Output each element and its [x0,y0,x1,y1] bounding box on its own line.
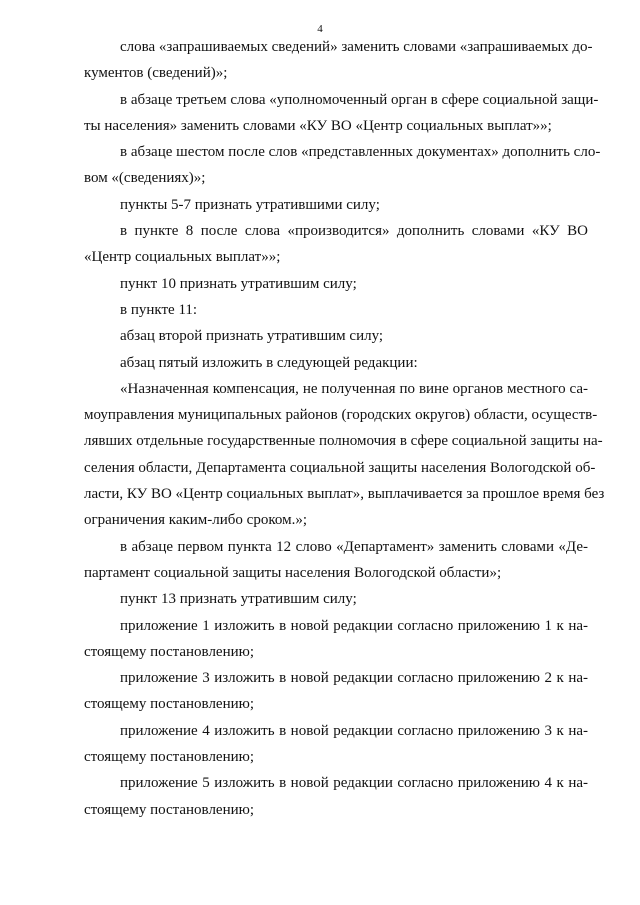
text-line: в абзаце шестом после слов «представленных документах» дополнить сло- [120,144,601,161]
text-line: лявших отдельные государственные полномочия в сфере социальной защиты на- [84,433,603,450]
text-line: кументов (сведений)»; [84,65,228,82]
text-line: «Назначенная компенсация, не полученная по вине органов местного са- [120,380,588,397]
text-line: пункт 10 признать утратившим силу; [120,275,357,292]
text-line: селения области, Департамента социальной защиты населения Вологодской об- [84,459,596,476]
text-line: слова «запрашиваемых сведений» заменить словами «запрашиваемых до- [120,39,593,55]
text-line: абзац второй признать утратившим силу; [120,328,384,345]
text-line: приложение 4 изложить в новой редакции согласно приложению 3 к на- [120,722,588,739]
text-line: в абзаце первом пункта 12 слово «Департамент» заменить словами «Де- [120,538,588,555]
text-line: моуправления муниципальных районов (городских округов) области, осуществ- [84,407,598,424]
text-line: в пункте 11: [120,301,198,318]
text-line: в абзаце третьем слова «уполномоченный орган в сфере социальной защи- [120,91,599,108]
text-line: стоящему постановлению; [84,801,255,818]
text-line: стоящему постановлению; [84,749,255,766]
text-line: пункты 5-7 признать утратившими силу; [120,196,380,213]
text-line: ограничения каким-либо сроком.»; [84,512,307,529]
text-line: приложение 1 изложить в новой редакции согласно приложению 1 к на- [120,617,588,634]
text-line: приложение 5 изложить в новой редакции согласно приложению 4 к на- [120,775,588,792]
text-line: в пункте 8 после слова «производится» дополнить словами «КУ ВО [120,223,588,240]
page-number: 4 [317,23,323,35]
text-line: абзац пятый изложить в следующей редакции: [120,354,418,371]
document-body [84,34,605,823]
text-line: партамент социальной защиты населения Вологодской области»; [84,564,502,581]
text-line: ласти, КУ ВО «Центр социальных выплат», выплачивается за прошлое время без [84,486,605,503]
text-line: «Центр социальных выплат»»; [84,249,281,266]
text-line: приложение 3 изложить в новой редакции согласно приложению 2 к на- [120,670,588,687]
text-line: пункт 13 признать утратившим силу; [120,591,357,608]
text-line: вом «(сведениях)»; [84,170,206,187]
text-line: ты населения» заменить словами «КУ ВО «Центр социальных выплат»»; [84,117,552,134]
text-line: стоящему постановлению; [84,643,255,660]
text-line: стоящему постановлению; [84,696,255,713]
